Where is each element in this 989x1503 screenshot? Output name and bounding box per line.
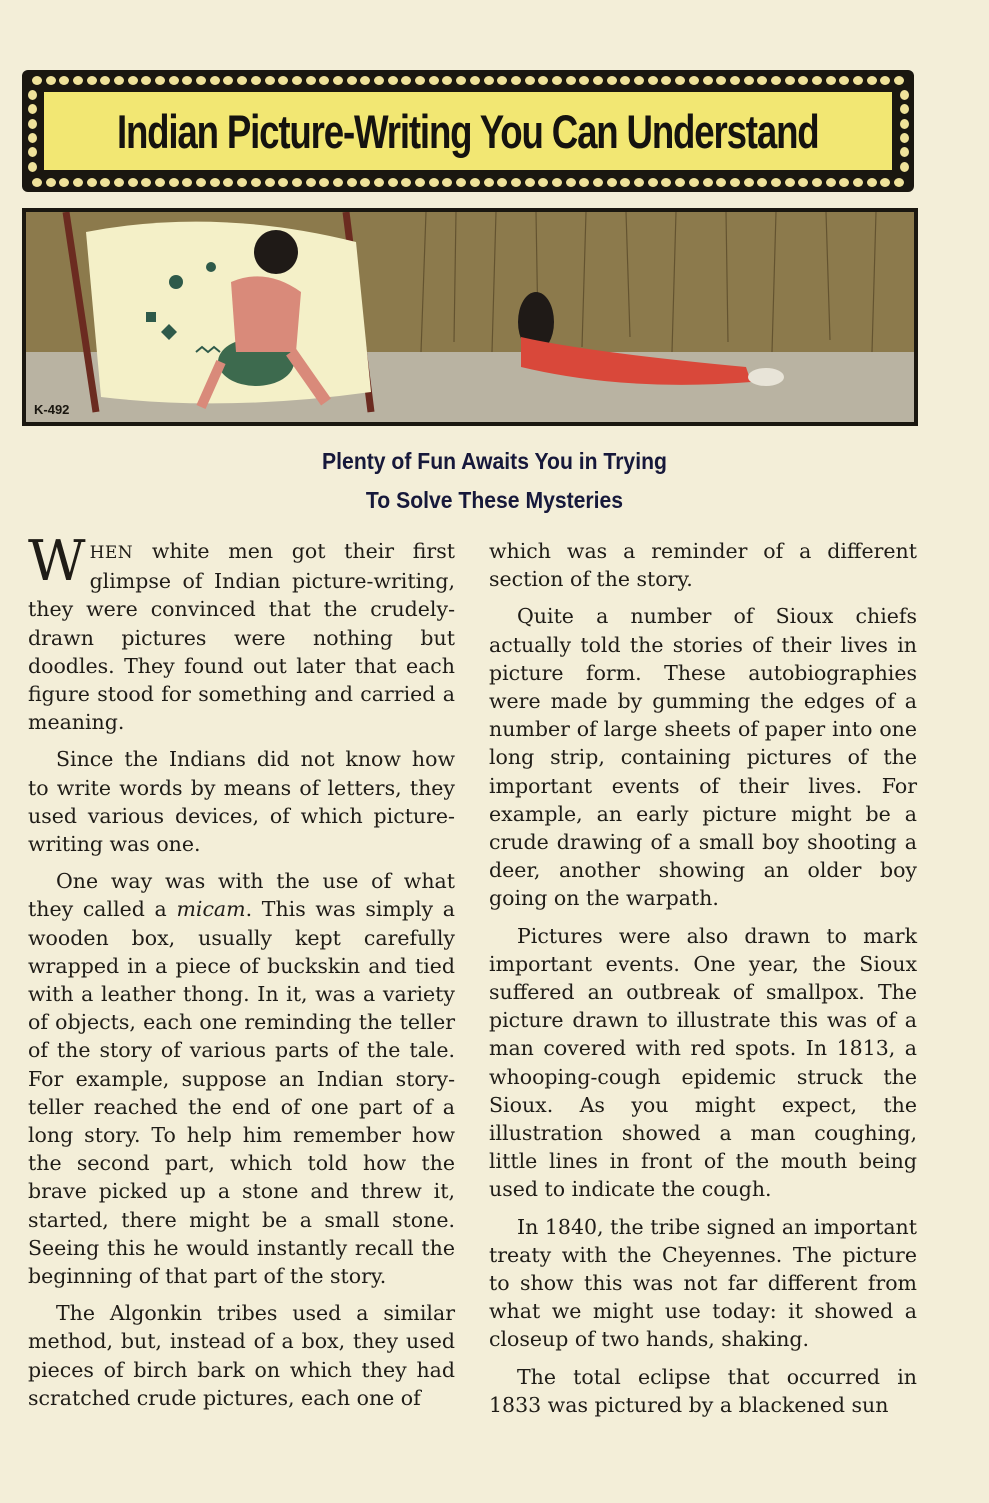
border-dot [689, 178, 699, 187]
border-dot [32, 76, 42, 85]
border-dot [900, 133, 909, 143]
border-dot [826, 178, 836, 187]
border-dot [210, 178, 220, 187]
paragraph-2: Since the Indians did not know how to write words by means of letters, they used various devices, of which picture-writing was one. [28, 747, 455, 857]
paragraph-1-opening: HEN [89, 543, 134, 563]
border-dot [265, 178, 275, 187]
border-dot [900, 104, 909, 114]
border-dot [511, 76, 521, 85]
border-dot [538, 178, 548, 187]
paragraph-5: which was a reminder of a different section of the story. [489, 539, 917, 592]
border-dot [716, 178, 726, 187]
border-dot [87, 76, 97, 85]
border-dot [894, 178, 904, 187]
border-dot [579, 76, 589, 85]
border-dot [579, 178, 589, 187]
border-dot [566, 178, 576, 187]
border-dot [867, 76, 877, 85]
drop-cap: W [28, 529, 86, 594]
border-dot [470, 76, 480, 85]
border-dot [648, 76, 658, 85]
border-dot [401, 178, 411, 187]
border-dot [552, 178, 562, 187]
border-dot [675, 178, 685, 187]
border-dot [497, 76, 507, 85]
subtitle-line-2: To Solve These Mysteries [365, 487, 624, 513]
paragraph-4: The Algonkin tribes used a similar method, but, instead of a box, they used pieces of birch bark on which they had scratched crude pictures, each one of [28, 1301, 455, 1410]
border-dot [798, 76, 808, 85]
border-dot [525, 178, 535, 187]
paragraph-8: In 1840, the tribe signed an important treaty with the Cheyennes. The picture to show this was not far different from what we might use today: it showed a closeup of two hands, shaking. [489, 1214, 917, 1352]
border-dot [223, 76, 233, 85]
border-dot [237, 76, 247, 85]
border-dot [894, 76, 904, 85]
border-dot [675, 76, 685, 85]
border-dot [374, 178, 384, 187]
border-dot [429, 76, 439, 85]
border-dot [100, 178, 110, 187]
banner-top-border [22, 73, 914, 87]
border-dot [538, 76, 548, 85]
border-dot [470, 178, 480, 187]
border-dot [620, 76, 630, 85]
border-dot [319, 178, 329, 187]
border-dot [333, 76, 343, 85]
border-dot [607, 76, 617, 85]
border-dot [552, 76, 562, 85]
border-dot [812, 178, 822, 187]
border-dot [744, 76, 754, 85]
border-dot [771, 76, 781, 85]
border-dot [798, 178, 808, 187]
paragraph-3 [28, 867, 455, 1290]
border-dot [853, 178, 863, 187]
border-dot [388, 178, 398, 187]
border-dot [415, 76, 425, 85]
border-dot [511, 178, 521, 187]
border-dot [141, 76, 151, 85]
border-dot [251, 178, 261, 187]
border-dot [210, 76, 220, 85]
border-dot [28, 162, 37, 172]
banner-right-border [897, 88, 911, 174]
paragraph-9: The total eclipse that occurred in 1833 was pictured by a blackened sun [489, 1364, 917, 1417]
border-dot [634, 76, 644, 85]
border-dot [525, 76, 535, 85]
border-dot [46, 178, 56, 187]
illustration-drawing [26, 212, 914, 422]
border-dot [169, 76, 179, 85]
paragraph-6: Quite a number of Sioux chiefs actually told the stories of their lives in picture form. These autobiographies were made by gumming the edges of a number of large sheets of paper into one long strip, containing pictures of the important events of their lives. For example, an early picture might be a crude drawing of a small boy shooting a deer, another showing an older boy going on the warpath. [489, 604, 917, 911]
border-dot [648, 178, 658, 187]
border-dot [182, 178, 192, 187]
border-dot [900, 162, 909, 172]
border-dot [28, 104, 37, 114]
border-dot [128, 76, 138, 85]
border-dot [306, 76, 316, 85]
border-dot [757, 76, 767, 85]
border-dot [785, 76, 795, 85]
border-dot [661, 76, 671, 85]
border-dot [360, 178, 370, 187]
border-dot [28, 133, 37, 143]
border-dot [196, 76, 206, 85]
border-dot [278, 178, 288, 187]
border-dot [867, 178, 877, 187]
border-dot [388, 76, 398, 85]
border-dot [28, 147, 37, 157]
title-panel [44, 92, 892, 170]
border-dot [484, 178, 494, 187]
paragraph-3-text-a: One way was with the use of what they called a [28, 869, 455, 922]
border-dot [196, 178, 206, 187]
border-dot [32, 178, 42, 187]
border-dot [415, 178, 425, 187]
article-column-right [489, 537, 917, 1428]
border-dot [347, 76, 357, 85]
page-title: Indian Picture-Writing You Can Understand [117, 104, 819, 158]
border-dot [46, 76, 56, 85]
border-dot [73, 76, 83, 85]
border-dot [703, 178, 713, 187]
paragraph-1-text: white men got their first glimpse of Indian picture-writing, they were convinced that the crudely-drawn pictures were nothing but doodles. They found out later that each figure stood for something and carried a meaning. [28, 539, 455, 735]
border-dot [333, 178, 343, 187]
border-dot [347, 178, 357, 187]
border-dot [319, 76, 329, 85]
border-dot [900, 119, 909, 129]
border-dot [374, 76, 384, 85]
border-dot [251, 76, 261, 85]
border-dot [169, 178, 179, 187]
border-dot [429, 178, 439, 187]
border-dot [771, 178, 781, 187]
article-column-left [28, 529, 456, 1421]
border-dot [155, 76, 165, 85]
border-dot [114, 76, 124, 85]
title-banner [22, 70, 914, 192]
border-dot [900, 90, 909, 100]
border-dot [785, 178, 795, 187]
border-dot [497, 178, 507, 187]
border-dot [880, 178, 890, 187]
border-dot [223, 178, 233, 187]
border-dot [456, 178, 466, 187]
border-dot [87, 178, 97, 187]
border-dot [730, 76, 740, 85]
illustration-label: K-492 [34, 402, 70, 417]
micam-term: micam [176, 897, 246, 922]
border-dot [812, 76, 822, 85]
border-dot [839, 178, 849, 187]
paragraph-7: Pictures were also drawn to mark important events. One year, the Sioux suffered an outbreak of smallpox. The picture drawn to illustrate this was of a man covered with red spots. In 1813, a whooping-cough epidemic struck the Sioux. As you might expect, the illustration showed a man coughing, little lines in front of the mouth being used to indicate the cough. [489, 923, 917, 1202]
border-dot [593, 178, 603, 187]
border-dot [593, 76, 603, 85]
border-dot [880, 76, 890, 85]
border-dot [155, 178, 165, 187]
border-dot [607, 178, 617, 187]
story-illustration [22, 208, 918, 426]
paragraph-1 [28, 529, 455, 736]
border-dot [757, 178, 767, 187]
border-dot [182, 76, 192, 85]
border-dot [442, 178, 452, 187]
border-dot [292, 178, 302, 187]
border-dot [141, 178, 151, 187]
border-dot [620, 178, 630, 187]
border-dot [689, 76, 699, 85]
border-dot [73, 178, 83, 187]
banner-left-border [25, 88, 39, 174]
border-dot [566, 76, 576, 85]
border-dot [114, 178, 124, 187]
border-dot [716, 76, 726, 85]
border-dot [456, 76, 466, 85]
border-dot [900, 147, 909, 157]
border-dot [744, 178, 754, 187]
border-dot [265, 76, 275, 85]
paragraph-3-text-b: . This was simply a wooden box, usually kept carefully wrapped in a piece of buckskin and tied with a leather thong. In it, was a variety of objects, each one reminding the teller of the story of various parts of the tale. For example, suppose an Indian story-teller reached the end of one part of a long story. To help him remember how the second part, which told how the brave picked up a stone and threw it, started, there might be a small stone. Seeing this he would instantly recall the beginning of that part of the story. [28, 897, 456, 1289]
banner-bottom-border [22, 175, 914, 189]
border-dot [826, 76, 836, 85]
border-dot [278, 76, 288, 85]
border-dot [28, 90, 37, 100]
border-dot [360, 76, 370, 85]
border-dot [306, 178, 316, 187]
border-dot [839, 76, 849, 85]
border-dot [661, 178, 671, 187]
border-dot [853, 76, 863, 85]
subtitle-line-1: Plenty of Fun Awaits You in Trying [322, 448, 667, 474]
border-dot [59, 76, 69, 85]
border-dot [730, 178, 740, 187]
border-dot [634, 178, 644, 187]
border-dot [484, 76, 494, 85]
border-dot [100, 76, 110, 85]
border-dot [28, 119, 37, 129]
border-dot [59, 178, 69, 187]
border-dot [128, 178, 138, 187]
border-dot [442, 76, 452, 85]
border-dot [237, 178, 247, 187]
border-dot [703, 76, 713, 85]
border-dot [401, 76, 411, 85]
border-dot [292, 76, 302, 85]
